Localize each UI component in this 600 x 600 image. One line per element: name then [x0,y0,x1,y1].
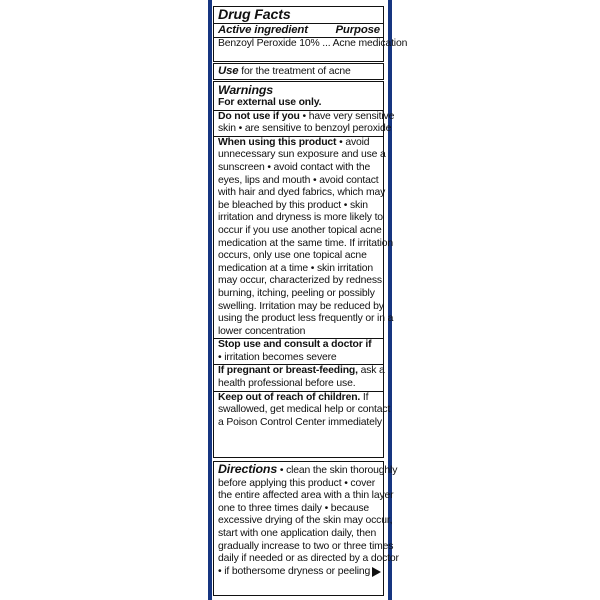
when-using-line: using the product less frequently or in a [218,313,394,325]
pregnant-section [218,365,385,390]
when-using-line: be bleached by this product • skin [218,199,368,211]
when-using-line: may occur, characterized by redness, [218,275,385,287]
directions-line: daily if needed or as directed by a doctor [218,553,399,565]
when-using-line: occur if you use another topical acne [218,224,382,236]
directions-line: start with one application daily, then [218,527,377,539]
directions-line: • if bothersome dryness or peeling [218,565,371,577]
when-using-line: with hair and dyed fabrics, which may [218,187,386,199]
purpose-header: Purpose [335,24,380,36]
directions-line: gradually increase to two or three times [218,540,394,552]
do-not-use-header: Do not use if you [218,110,300,122]
stop-use-line: • irritation becomes severe [218,351,337,363]
do-not-use-line: • have very sensitive [302,110,395,122]
keep-out-line: a Poison Control Center immediately [218,416,382,428]
ingredient-line: Benzoyl Peroxide 10% ... Acne medication [218,37,408,49]
directions-line: before applying this product • cover [218,477,376,489]
when-using-line: unnecessary sun exposure and use a [218,149,386,161]
drug-facts-box [213,6,408,62]
directions-line: one to three times daily • because [218,502,370,514]
keep-out-header: Keep out of reach of children. [218,391,361,403]
directions-line: the entire affected area with a thin layer [218,490,394,502]
drug-facts-title: Drug Facts [218,7,291,23]
when-using-line: medication at the same time. If irritation [218,237,394,249]
external-use-text: For external use only. [218,97,322,108]
use-header: Use [218,65,239,77]
when-using-header: When using this product [218,136,337,148]
directions-box [213,461,399,596]
active-ingredient-header: Active ingredient [218,24,308,36]
directions-line: • clean the skin thoroughly [279,465,398,476]
when-using-line: medication at a time • skin irritation [218,262,374,274]
when-using-line: swelling. Irritation may be reduced by [218,300,384,312]
keep-out-line: swallowed, get medical help or contact [218,404,391,416]
when-using-line: irritation and dryness is more likely to [218,212,383,224]
pregnant-line: health professional before use. [218,378,356,390]
keep-out-section [218,391,391,430]
stop-use-header: Stop use and consult a doctor if [218,339,372,351]
when-using-line: burning, itching, peeling or possibly [218,287,375,299]
do-not-use-section [218,110,395,136]
background-left [0,0,208,600]
when-using-line: • avoid [339,136,370,148]
when-using-line: sunscreen • avoid contact with the [218,161,371,173]
warnings-box [213,81,395,458]
when-using-line: occurs, only use one topical acne [218,250,367,262]
pregnant-header: If pregnant or breast-feeding, [218,365,358,377]
do-not-use-line: skin • are sensitive to benzoyl peroxide [218,123,392,135]
use-box [213,63,384,80]
use-text: for the treatment of acne [241,66,351,77]
when-using-section [218,136,394,339]
directions-line: excessive drying of the skin may occur, [218,515,393,527]
pregnant-tail: ask a [360,365,385,377]
continue-arrow-icon [372,567,381,577]
warnings-header: Warnings [218,83,274,97]
when-using-line: eyes, lips and mouth • avoid contact [218,174,379,186]
ingredient-header-row [218,24,380,37]
stop-use-section [218,339,380,364]
keep-out-tail: If [362,391,369,403]
directions-header: Directions [218,462,278,476]
when-using-line: lower concentration [218,325,306,337]
